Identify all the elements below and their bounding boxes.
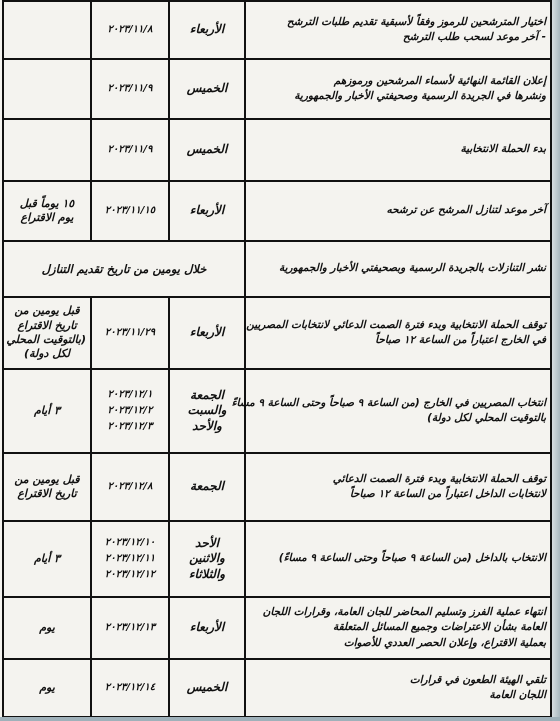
event-cell bbox=[245, 521, 551, 597]
date-cell bbox=[91, 297, 169, 369]
date-cell bbox=[91, 119, 169, 181]
note-cell-line: قبل يومين من bbox=[14, 472, 80, 486]
day-cell bbox=[169, 59, 245, 119]
note-cell-line: يوم bbox=[39, 620, 55, 634]
table-row bbox=[3, 521, 551, 597]
day-cell-line: والسبت bbox=[187, 403, 227, 418]
date-cell bbox=[91, 59, 169, 119]
note-cell-line: تاريخ الاقتراع bbox=[17, 487, 77, 500]
note-cell bbox=[3, 369, 91, 453]
day-cell-line: الأربعاء bbox=[189, 203, 225, 218]
date-cell-line: ٢٠٢٣/١٢/١٠ bbox=[104, 537, 156, 548]
event-cell-line: بعملية الاقتراع، وإعلان الحصر العددي للأصوات bbox=[343, 636, 546, 649]
note-cell bbox=[3, 521, 91, 597]
day-cell bbox=[169, 521, 245, 597]
date-cell bbox=[91, 597, 169, 659]
table-row bbox=[3, 1, 551, 59]
event-cell bbox=[245, 1, 551, 59]
event-cell-line: اللجان العامة bbox=[489, 689, 546, 701]
date-cell-line: ٢٠٢٣/١١/١٥ bbox=[104, 205, 156, 216]
day-cell-line: الخميس bbox=[186, 680, 228, 695]
event-cell-line: لانتخابات الداخل اعتباراً من الساعة ١٢ صباحاً bbox=[349, 488, 546, 500]
table-row bbox=[3, 597, 551, 659]
date-cell bbox=[91, 181, 169, 241]
date-cell-line: ٢٠٢٣/١٢/١٢ bbox=[104, 569, 156, 580]
day-cell-line: الأحد bbox=[195, 535, 219, 550]
event-cell-line: ونشرها في الجريدة الرسمية وصحيفتي الأخبار والجمهورية bbox=[294, 90, 546, 102]
day-cell bbox=[169, 597, 245, 659]
date-cell-line: ٢٠٢٣/١٢/٣ bbox=[107, 421, 153, 432]
note-cell bbox=[3, 453, 91, 521]
event-cell-line: في الخارج اعتباراً من الساعة ١٢ صباحاً bbox=[375, 334, 546, 346]
note-cell bbox=[3, 659, 91, 717]
date-cell bbox=[91, 369, 169, 453]
day-cell bbox=[169, 297, 245, 369]
note-cell bbox=[3, 297, 91, 369]
event-cell bbox=[231, 369, 551, 453]
event-cell-line: العامة بشأن الاعتراضات وجميع المسائل المتعلقة bbox=[332, 621, 546, 634]
event-cell bbox=[245, 241, 551, 297]
table-row bbox=[3, 119, 551, 181]
event-cell-line: آخر موعد لتنازل المرشح عن ترشحه bbox=[386, 204, 546, 217]
note-cell-line: ١٥ يوماً قبل bbox=[19, 196, 75, 210]
date-cell-line: ٢٠٢٣/١٢/١٤ bbox=[104, 682, 156, 693]
day-cell bbox=[169, 1, 245, 59]
event-cell bbox=[245, 181, 551, 241]
period-note-cell: خلال يومين من تاريخ تقديم التنازل bbox=[3, 241, 245, 297]
day-cell-line: الخميس bbox=[186, 81, 228, 96]
event-cell-line: بدء الحملة الانتخابية bbox=[460, 143, 546, 156]
date-cell-line: ٢٠٢٣/١١/٨ bbox=[107, 24, 153, 35]
day-cell bbox=[169, 181, 245, 241]
date-cell-line: ٢٠٢٣/١٢/٢ bbox=[107, 405, 153, 416]
date-cell bbox=[91, 659, 169, 717]
day-cell bbox=[169, 659, 245, 717]
day-cell-line: الجمعة bbox=[190, 387, 224, 402]
note-cell bbox=[3, 59, 91, 119]
day-cell bbox=[169, 119, 245, 181]
page-edge bbox=[552, 0, 560, 721]
date-cell bbox=[91, 1, 169, 59]
note-cell-line: قبل يومين من bbox=[14, 304, 80, 318]
event-cell-line: توقف الحملة الانتخابية وبدء فترة الصمت الدعائي لانتخابات المصريين bbox=[246, 318, 546, 331]
date-cell-line: ٢٠٢٣/١٢/١ bbox=[107, 389, 153, 400]
date-cell-line: ٢٠٢٣/١١/٢٩ bbox=[104, 327, 156, 338]
note-cell-line: يوم bbox=[39, 680, 55, 694]
day-cell-line: والثلاثاء bbox=[188, 566, 226, 581]
date-cell bbox=[91, 521, 169, 597]
event-cell bbox=[245, 59, 551, 119]
note-cell-line: ٣ أيام bbox=[33, 551, 61, 565]
day-cell-line: الجمعة bbox=[190, 479, 224, 494]
note-cell bbox=[3, 597, 91, 659]
day-cell-line: الأربعاء bbox=[189, 620, 225, 635]
event-cell-line: نشر التنازلات بالجريدة الرسمية وبصحيفتي الأخبار والجمهورية bbox=[278, 262, 546, 275]
event-cell bbox=[245, 597, 551, 659]
table-row bbox=[3, 297, 551, 369]
table-row bbox=[3, 181, 551, 241]
note-cell-line: ٣ أيام bbox=[33, 403, 61, 417]
event-cell-line: انتهاء عملية الفرز وتسليم المحاضر للجان العامة، وقرارات اللجان bbox=[262, 606, 546, 619]
table-row bbox=[3, 659, 551, 717]
note-cell bbox=[3, 1, 91, 59]
day-cell-line: والاثنين bbox=[189, 551, 225, 566]
table-row bbox=[3, 59, 551, 119]
page-bottom-edge bbox=[0, 717, 560, 721]
event-cell-line: اختيار المترشحين للرموز وفقاً لأسبقية تقديم طلبات الترشح bbox=[286, 15, 546, 28]
event-cell-line: تلقي الهيئة الطعون في قرارات bbox=[409, 673, 546, 686]
event-cell-line: توقف الحملة الانتخابية وبدء فترة الصمت الدعائي bbox=[332, 472, 546, 485]
day-cell-line: الأربعاء bbox=[189, 22, 225, 37]
note-cell-line: (بالتوقيت المحلي bbox=[6, 333, 86, 346]
table-row bbox=[3, 453, 551, 521]
event-cell-line: إعلان القائمة النهائية لأسماء المرشحين ورموزهم bbox=[333, 74, 546, 87]
event-cell bbox=[245, 659, 551, 717]
event-cell bbox=[245, 453, 551, 521]
day-cell-line: الخميس bbox=[186, 142, 228, 157]
table-row bbox=[3, 369, 551, 453]
day-cell-line: الأربعاء bbox=[189, 325, 225, 340]
date-cell-line: ٢٠٢٣/١٢/١٣ bbox=[104, 622, 156, 633]
day-cell bbox=[169, 453, 245, 521]
event-cell bbox=[245, 119, 551, 181]
election-schedule-table bbox=[2, 0, 552, 718]
table-row bbox=[3, 241, 551, 297]
note-cell bbox=[3, 119, 91, 181]
event-cell-line: الانتخاب بالداخل (من الساعة ٩ صباحاً وحتى الساعة ٩ مساءً) bbox=[278, 552, 546, 565]
day-cell-line: والأحد bbox=[192, 418, 222, 433]
event-cell-line: انتخاب المصريين في الخارج (من الساعة ٩ صباحاً وحتى الساعة ٩ مساءً bbox=[231, 396, 546, 409]
date-cell-line: ٢٠٢٣/١١/٩ bbox=[107, 83, 153, 94]
date-cell-line: ٢٠٢٣/١٢/١١ bbox=[104, 553, 156, 564]
note-cell bbox=[3, 181, 91, 241]
event-cell bbox=[245, 297, 551, 369]
date-cell-line: ٢٠٢٣/١٢/٨ bbox=[107, 481, 153, 492]
day-cell bbox=[169, 369, 245, 453]
event-cell-line: - آخر موعد لسحب طلب الترشح bbox=[402, 31, 546, 43]
date-cell-line: ٢٠٢٣/١١/٩ bbox=[107, 144, 153, 155]
event-cell-line: بالتوقيت المحلي لكل دولة) bbox=[427, 412, 546, 424]
note-cell-line: تاريخ الاقتراع bbox=[17, 318, 77, 332]
date-cell bbox=[91, 453, 169, 521]
note-cell-line: يوم الاقتراع bbox=[20, 211, 74, 224]
note-cell-line: لكل دولة) bbox=[23, 347, 71, 361]
